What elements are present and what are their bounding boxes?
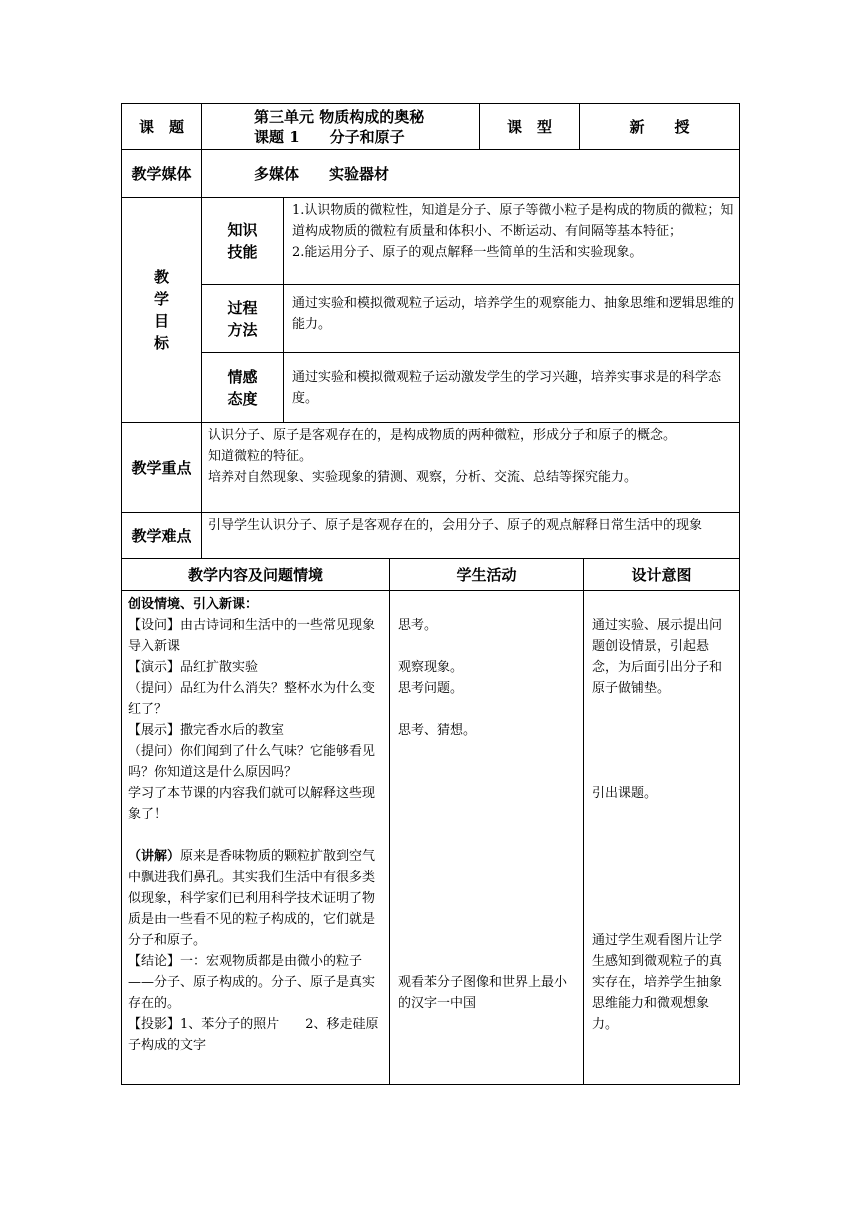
emotion-label: 情感 态度 bbox=[202, 353, 284, 423]
process-method-label: 过程 方法 bbox=[202, 285, 284, 353]
knowledge-text: 1.认识物质的微粒性，知道是分子、原子等微小粒子是构成的物质的微粒；知道构成物质的微粒有质量和体积小、不断运动、有间隔等基本特征； 2.能运用分子、原子的观点解释一些简单的生活和实验现象。 bbox=[284, 198, 740, 285]
unit-title: 第三单元 物质构成的奥秘 bbox=[254, 107, 425, 126]
type-label: 课 型 bbox=[480, 104, 580, 150]
teaching-process-table bbox=[121, 558, 740, 1085]
difficulty-text: 引导学生认识分子、原子是客观存在的，会用分子、原子的观点解释日常生活中的现象 bbox=[202, 513, 740, 559]
keypoints-label: 教学重点 bbox=[122, 423, 202, 513]
knowledge-label: 知识 技能 bbox=[202, 198, 284, 285]
header-design-intent: 设计意图 bbox=[584, 559, 740, 591]
process-method-text: 通过实验和模拟微观粒子运动，培养学生的观察能力、抽象思维和逻辑思维的能力。 bbox=[284, 285, 740, 353]
header-content: 教学内容及问题情境 bbox=[122, 559, 390, 591]
emotion-text: 通过实验和模拟微观粒子运动激发学生的学习兴趣，培养实事求是的科学态度。 bbox=[284, 353, 740, 423]
keypoints-text: 认识分子、原子是客观存在的，是构成物质的两种微粒，形成分子和原子的概念。 知道微粒的特征。 培养对自然现象、实验现象的猜测、观察，分析、交流、总结等探究能力。 bbox=[202, 423, 740, 513]
media-value: 多媒体 实验器材 bbox=[202, 150, 740, 198]
header-student-activity: 学生活动 bbox=[390, 559, 584, 591]
intro-heading: 创设情境、引入新课： bbox=[128, 597, 259, 612]
difficulty-label: 教学难点 bbox=[122, 513, 202, 559]
intent-cell: 通过实验、展示提出问题创设情景，引起悬念，为后面引出分子和原子做铺垫。 引出课题。 通过学生观看图片让学生感知到微观粒子的真实存在，培养学生抽象思维能力和微观想象力。 bbox=[584, 591, 740, 1085]
topic-label: 课 题 bbox=[122, 104, 202, 150]
student-cell: 思考。 观察现象。 思考问题。 思考、猜想。 观看苯分子图像和世界上最小的汉字一中国 bbox=[390, 591, 584, 1085]
lesson-plan bbox=[121, 103, 739, 1085]
objectives-label: 教 学 目 标 bbox=[122, 198, 202, 423]
topic-value bbox=[202, 104, 480, 150]
media-label: 教学媒体 bbox=[122, 150, 202, 198]
lesson-title: 课题 1 分子和原子 bbox=[254, 127, 405, 146]
type-value: 新 授 bbox=[580, 104, 740, 150]
lesson-info-table bbox=[121, 103, 740, 559]
content-cell: 创设情境、引入新课： 【设问】由古诗词和生活中的一些常见现象导入新课 【演示】品红扩散实验 （提问）品红为什么消失？整杯水为什么变红了？ 【展示】撒完香水后的教室 （提问）你们闻到了什么气味？它能够看见吗？你知道这是什么原因吗？ 学习了本节课的内容我们就可以解释这些现象了！ （讲解）原来是香味物质的颗粒扩散到空气中飘进我们鼻孔。其实我们生活中有很多类似现象，科学家们已利用科学技术证明了物质是由一些看不见的粒子构成的，它们就是分子和原子。 【结论】一：宏观物质都是由微小的粒子——分子、原子构成的。分子、原子是真实存在的。 【投影】1、苯分子的照片 2、移走硅原子构成的文字 bbox=[122, 591, 390, 1085]
